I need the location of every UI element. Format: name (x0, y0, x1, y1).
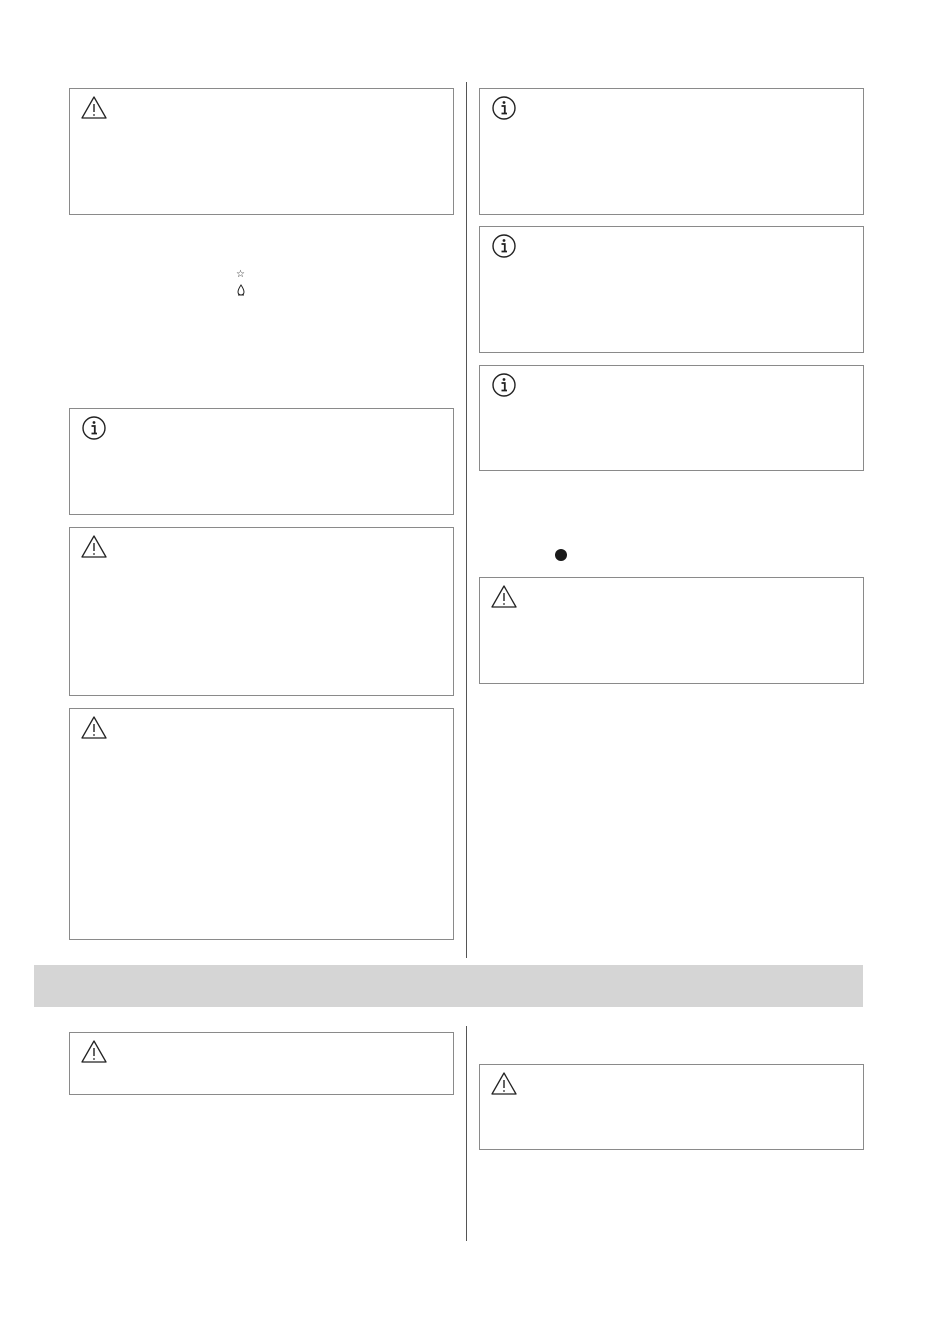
warning-box (69, 527, 454, 696)
gas-flame-icon (237, 281, 245, 300)
info-box (479, 365, 864, 471)
warning-icon (80, 94, 108, 122)
warning-box (69, 1032, 454, 1095)
info-icon (80, 414, 108, 442)
ignition-spark-icon: ☆ (236, 269, 245, 280)
column-divider-top (466, 82, 467, 958)
section-heading-bar (34, 965, 863, 1007)
info-box (69, 408, 454, 515)
filled-circle-icon (555, 549, 567, 561)
info-box (479, 88, 864, 215)
warning-box (69, 708, 454, 940)
info-box (479, 226, 864, 353)
info-icon (490, 94, 518, 122)
warning-box (69, 88, 454, 215)
column-divider-bottom (466, 1026, 467, 1241)
warning-icon (80, 533, 108, 561)
warning-icon (490, 583, 518, 611)
warning-icon (80, 1038, 108, 1066)
warning-icon (80, 714, 108, 742)
warning-icon (490, 1070, 518, 1098)
warning-box (479, 1064, 864, 1150)
info-icon (490, 371, 518, 399)
info-icon (490, 232, 518, 260)
warning-box (479, 577, 864, 684)
